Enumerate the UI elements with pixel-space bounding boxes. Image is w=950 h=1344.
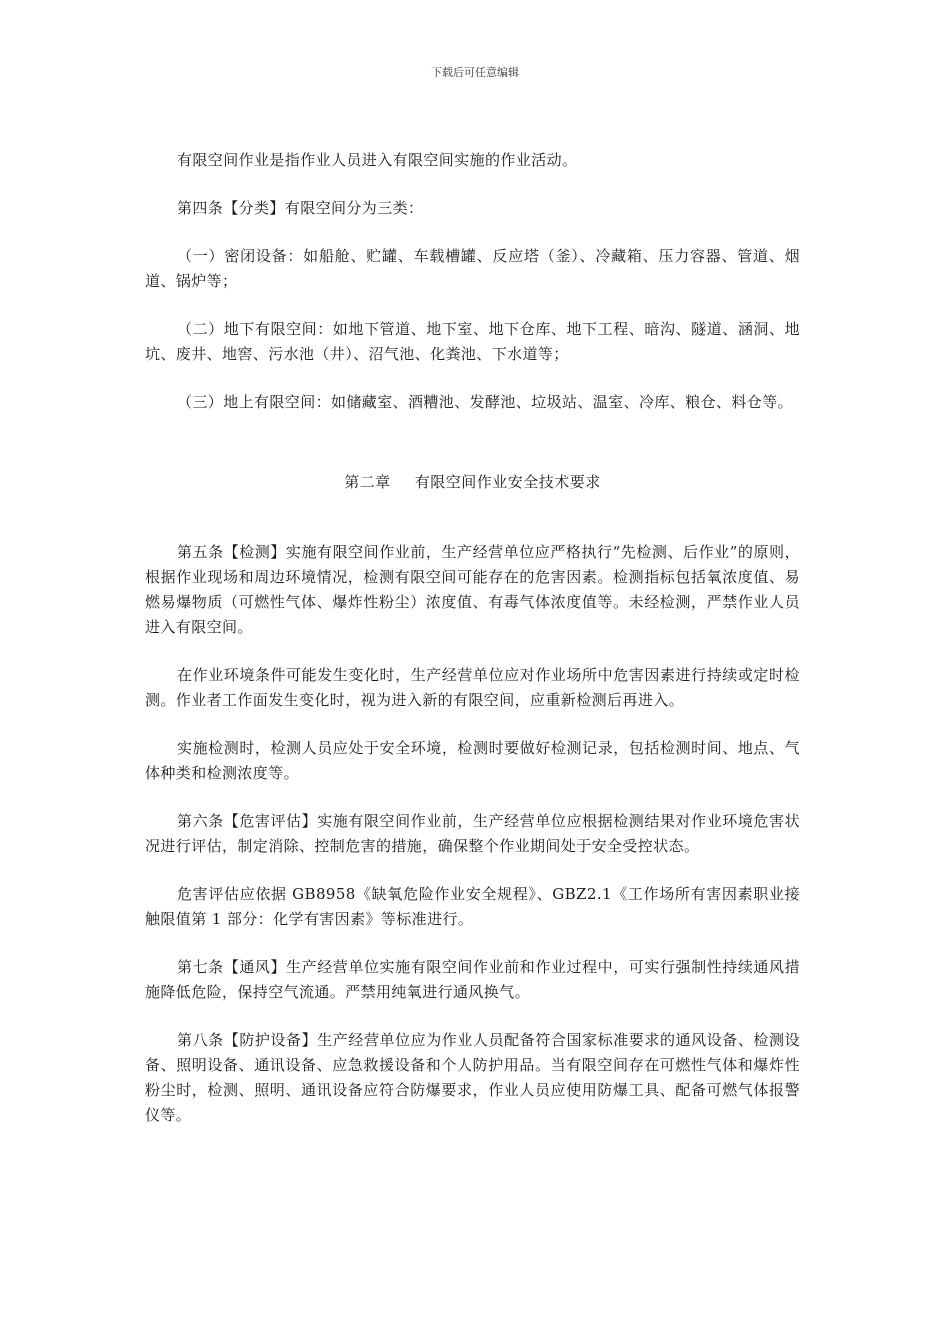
paragraph: 实施检测时，检测人员应处于安全环境，检测时要做好检测记录，包括检测时间、地点、气体种类和检测浓度等。	[145, 739, 800, 782]
paragraph: 危害评估应依据 GB8958《缺氧危险作业安全规程》、GBZ2.1《工作场所有害因素职业接触限值第 1 部分：化学有害因素》等标准进行。	[145, 885, 800, 928]
paragraph: 第五条【检测】实施有限空间作业前，生产经营单位应严格执行“先检测、后作业”的原则，根据作业现场和周边环境情况，检测有限空间可能存在的危害因素。检测指标包括氧浓度值、易燃易爆物质（可燃性气体、爆炸性粉尘）浓度值、有毒气体浓度值等。未经检测，严禁作业人员进入有限空间。	[145, 543, 800, 636]
page-header-note: 下载后可任意编辑	[431, 66, 519, 79]
paragraph: 有限空间作业是指作业人员进入有限空间实施的作业活动。	[177, 151, 578, 169]
paragraph: 在作业环境条件可能发生变化时，生产经营单位应对作业场所中危害因素进行持续或定时检测。作业者工作面发生变化时，视为进入新的有限空间，应重新检测后再进入。	[145, 666, 800, 709]
paragraph: 第七条【通风】生产经营单位实施有限空间作业前和作业过程中，可实行强制性持续通风措施降低危险，保持空气流通。严禁用纯氧进行通风换气。	[145, 958, 800, 1001]
paragraph: 第六条【危害评估】实施有限空间作业前，生产经营单位应根据检测结果对作业环境危害状况进行评估，制定消除、控制危害的措施，确保整个作业期间处于安全受控状态。	[145, 812, 800, 855]
paragraph: 第四条【分类】有限空间分为三类：	[177, 199, 424, 217]
paragraph: （三）地上有限空间：如储藏室、酒糟池、发酵池、垃圾站、温室、冷库、粮仓、料仓等。	[177, 393, 794, 411]
paragraph: 第八条【防护设备】生产经营单位应为作业人员配备符合国家标准要求的通风设备、检测设备、照明设备、通讯设备、应急救援设备和个人防护用品。当有限空间存在可燃性气体和爆炸性粉尘时，检测、照明、通讯设备应符合防爆要求，作业人员应使用防爆工具、配备可燃气体报警仪等。	[145, 1031, 800, 1124]
paragraph: （二）地下有限空间：如地下管道、地下室、地下仓库、地下工程、暗沟、隧道、涵洞、地坑、废井、地窖、污水池（井）、沼气池、化粪池、下水道等；	[145, 320, 800, 363]
chapter-number: 第二章	[344, 473, 391, 491]
document-body	[145, 148, 800, 1151]
chapter-heading	[145, 470, 800, 495]
paragraph: （一）密闭设备：如船舱、贮罐、车载槽罐、反应塔（釜）、冷藏箱、压力容器、管道、烟道、锅炉等；	[145, 247, 800, 290]
chapter-title: 有限空间作业安全技术要求	[414, 473, 601, 491]
